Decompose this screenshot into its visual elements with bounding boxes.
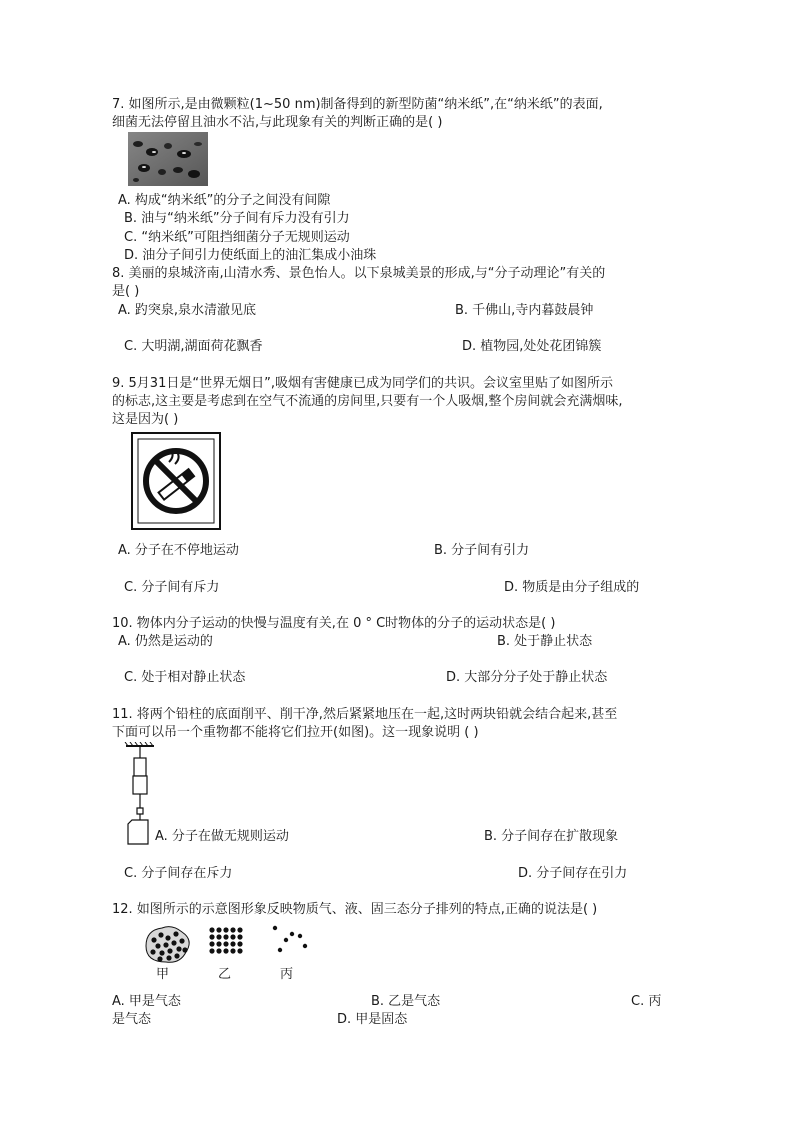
q9-option-c: C. 分子间有斥力: [124, 580, 220, 595]
q10-option-b: B. 处于静止状态: [497, 634, 593, 649]
molecule-arrangement-figure: [140, 924, 340, 964]
q9-stem-line2: 的标志,这主要是考虑到在空气不流通的房间里,只要有一个人吸烟,整个房间就会充满烟味,: [112, 394, 623, 409]
q9-stem-line3: 这是因为( ): [112, 412, 179, 427]
q10-option-a: A. 仍然是运动的: [118, 634, 213, 649]
q7-stem-line2: 细菌无法停留且油水不沾,与此现象有关的判断正确的是( ): [112, 115, 443, 130]
q10-option-c: C. 处于相对静止状态: [124, 670, 246, 685]
q11-option-a: A. 分子在做无规则运动: [155, 829, 289, 844]
q8-stem-line2: 是( ): [112, 284, 140, 299]
q8-option-d: D. 植物园,处处花团锦簇: [462, 339, 602, 354]
q12-option-c: C. 丙: [631, 994, 662, 1009]
q10-option-d: D. 大部分分子处于静止状态: [446, 670, 608, 685]
q12-label-bing: 丙: [280, 967, 294, 982]
q9-option-d: D. 物质是由分子组成的: [504, 580, 640, 595]
q11-option-b: B. 分子间存在扩散现象: [484, 829, 619, 844]
q9-stem-line1: 9. 5月31日是“世界无烟日”,吸烟有害健康已成为同学们的共识。会议室里贴了如图所示: [112, 376, 613, 391]
q8-option-b: B. 千佛山,寺内暮鼓晨钟: [455, 303, 594, 318]
q11-stem-line2: 下面可以吊一个重物都不能将它们拉开(如图)。这一现象说明 ( ): [112, 725, 479, 740]
q8-stem-line1: 8. 美丽的泉城济南,山清水秀、景色怡人。以下泉城美景的形成,与“分子动理论”有关的: [112, 266, 606, 281]
q7-stem-line1: 7. 如图所示,是由微颗粒(1~50 nm)制备得到的新型防菌“纳米纸”,在“纳米纸”的表面,: [112, 97, 603, 112]
q12-label-yi: 乙: [218, 967, 232, 982]
nano-paper-photo: [128, 132, 208, 186]
q11-stem-line1: 11. 将两个铅柱的底面削平、削干净,然后紧紧地压在一起,这时两块铅就会结合起来,甚至: [112, 707, 618, 722]
q12-label-jia: 甲: [156, 967, 170, 982]
q8-option-a: A. 趵突泉,泉水清澈见底: [118, 303, 257, 318]
q9-option-a: A. 分子在不停地运动: [118, 543, 239, 558]
q7-option-d: D. 油分子间引力使纸面上的油汇集成小油珠: [124, 248, 377, 263]
q12-stem: 12. 如图所示的示意图形象反映物质气、液、固三态分子排列的特点,正确的说法是( ): [112, 902, 598, 917]
q7-option-a: A. 构成“纳米纸”的分子之间没有间隙: [118, 193, 331, 208]
q7-option-c: C. “纳米纸”可阻挡细菌分子无规则运动: [124, 230, 350, 245]
q10-stem: 10. 物体内分子运动的快慢与温度有关,在 0 ° C时物体的分子的运动状态是( ): [112, 616, 556, 631]
no-smoking-sign: [131, 432, 221, 530]
q12-option-d: D. 甲是固态: [337, 1012, 408, 1027]
q11-option-c: C. 分子间存在斥力: [124, 866, 233, 881]
q8-option-c: C. 大明湖,湖面荷花飘香: [124, 339, 263, 354]
q9-option-b: B. 分子间有引力: [434, 543, 530, 558]
q7-option-b: B. 油与“纳米纸”分子间有斥力没有引力: [124, 211, 350, 226]
q11-option-d: D. 分子间存在引力: [518, 866, 628, 881]
q12-option-b: B. 乙是气态: [371, 994, 441, 1009]
q12-option-a: A. 甲是气态: [112, 994, 181, 1009]
lead-cylinders-figure: [124, 742, 156, 848]
q12-option-c-cont: 是气态: [112, 1012, 152, 1027]
